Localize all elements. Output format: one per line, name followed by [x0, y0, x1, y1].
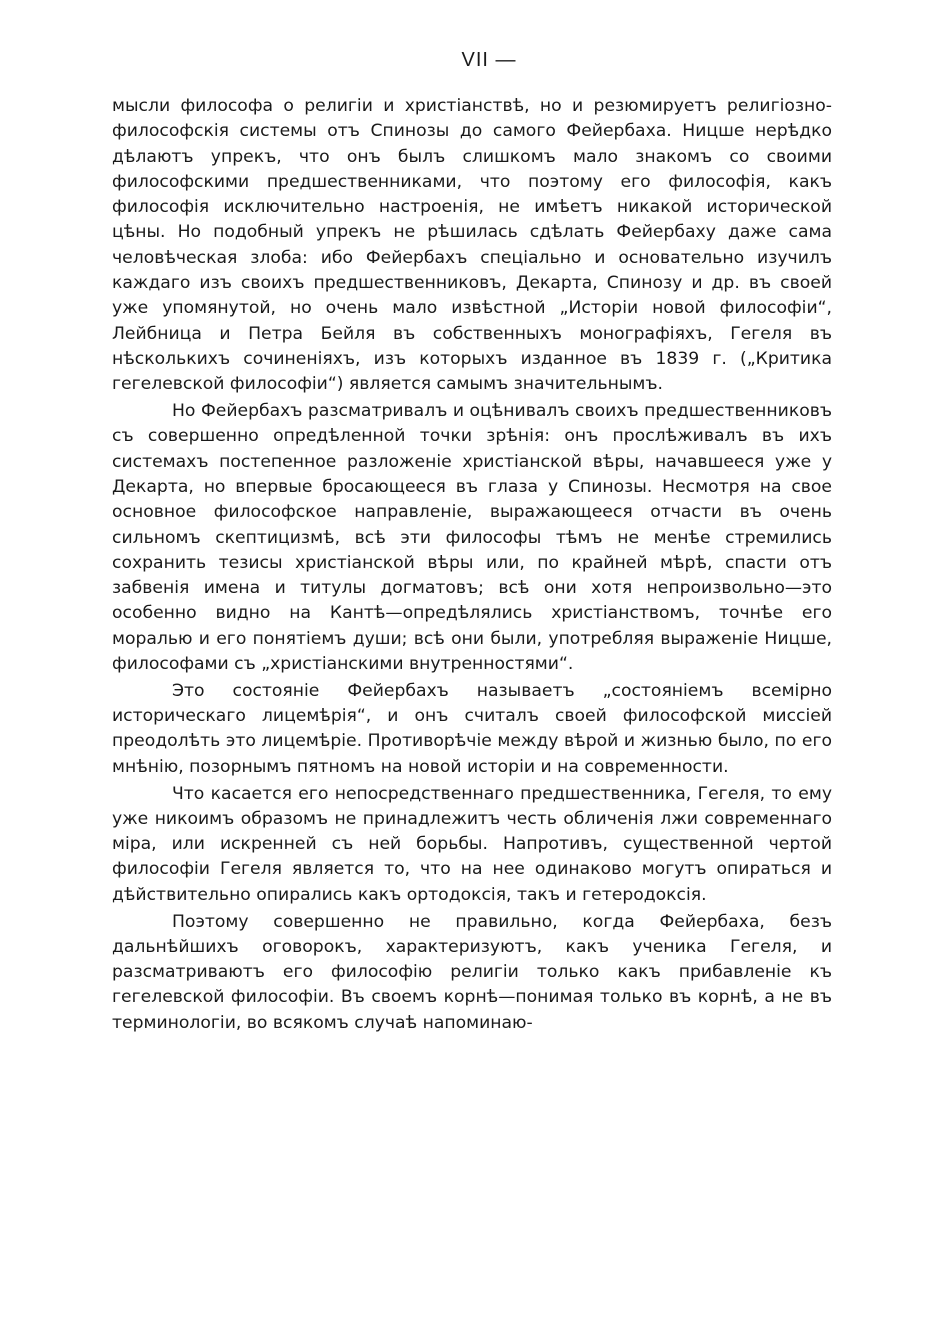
paragraph-5: Поэтому совершенно не правильно, когда Фейербаха, безъ дальнѣйшихъ оговорокъ, характеризуютъ, какъ ученика Гегеля, и разсматриваютъ его философію религіи только какъ прибавленіе къ гегелевской философіи. Въ своемъ корнѣ—понимая только въ корнѣ, а не въ терминологіи, во всякомъ случаѣ напоминаю- — [112, 911, 832, 1033]
page-number: VII — — [461, 49, 517, 71]
paragraph-2: Но Фейербахъ разсматривалъ и оцѣнивалъ своихъ предшественниковъ съ совершенно опредѣленной точки зрѣнія: онъ прослѣживалъ въ ихъ системахъ постепенное разложеніе христіанской вѣры, начавшееся уже у Декарта, но впервые бросающееся въ глаза у Спинозы. Несмотря на свое основное философское направленіе, выражающееся отчасти въ очень сильномъ скептицизмѣ, всѣ эти философы тѣмъ не менѣе стремились сохранить тезисы христіанской вѣры или, по крайней мѣрѣ, спасти отъ забвенія имена и титулы догматовъ; всѣ они хотя непроизвольно—это особенно видно на Кантѣ—опредѣлялись христіанствомъ, точнѣе его моралью и его понятіемъ души; всѣ они были, употребляя выраженіе Ницше, философами съ „христіанскими внутренностями“. — [112, 401, 832, 675]
paragraph-3: Это состояніе Фейербахъ называетъ „состояніемъ всемірно историческаго лицемѣрія“, и онъ считалъ своей философской миссіей преодолѣть это лицемѣріе. Противорѣчіе между вѣрой и жизнью было, по его мнѣнію, позорнымъ пятномъ на новой исторіи и на современности. — [112, 680, 832, 777]
paragraph-4: Что касается его непосредственнаго предшественника, Гегеля, то ему уже никоимъ образомъ не принадлежитъ честь обличенія лжи современнаго міра, или искренней съ ней борьбы. Напротивъ, существенной чертой философіи Гегеля является то, что на нее одинаково могутъ опираться и дѣйствительно опирались какъ ортодоксія, такъ и гетеродоксія. — [112, 783, 832, 905]
paragraph-1: мысли философа о религіи и христіанствѣ, но и резюмируетъ религіозно-философскія системы отъ Спинозы до самого Фейербаха. Ницше нерѣдко дѣлаютъ упрекъ, что онъ былъ слишкомъ мало знакомъ со своими философскими предшественниками, что поэтому его философія, какъ философія исключительно настроенія, не имѣетъ никакой исторической цѣны. Но подобный упрекъ не рѣшилась сдѣлать Фейербаху даже сама человѣческая злоба: ибо Фейербахъ спеціально и основательно изучилъ каждаго изъ своихъ предшественниковъ, Декарта, Спинозу и др. въ своей уже упомянутой, но очень мало извѣстной „Исторіи новой философіи“, Лейбница и Петра Бейля въ собственныхъ монографіяхъ, Гегеля въ нѣсколькихъ сочиненіяхъ, изъ которыхъ изданное въ 1839 г. („Критика гегелевской философіи“) является самымъ значительнымъ. — [112, 96, 832, 395]
text-body — [112, 94, 832, 1036]
